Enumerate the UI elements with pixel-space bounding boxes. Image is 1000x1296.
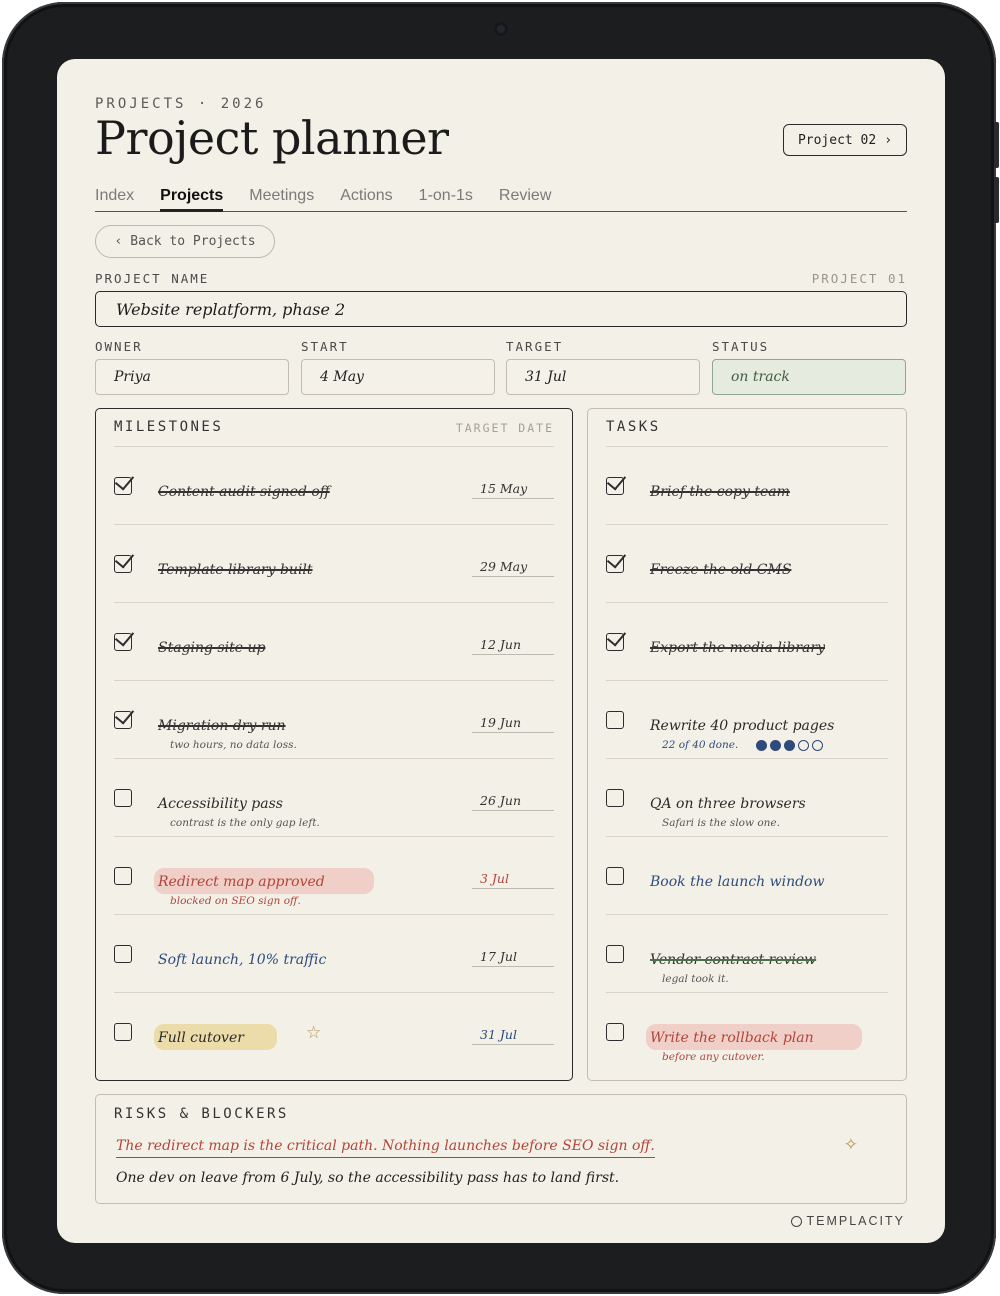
page-kicker: PROJECTS · 2026 [95,96,267,112]
milestone-text: Accessibility pass [158,796,283,812]
milestone-text: Content audit signed off [158,484,330,500]
tab-index[interactable]: Index [95,187,135,204]
project-name-field[interactable]: Website replatform, phase 2 [95,291,907,327]
milestone-date: 3 Jul [472,871,554,889]
milestone-date: 26 Jun [472,793,554,811]
task-text: Write the rollback plan [650,1030,814,1046]
milestone-text: Template library built [158,562,313,578]
milestones-heading: MILESTONES [114,419,224,435]
milestone-checkbox-checked[interactable] [114,711,132,729]
task-text: Export the media library [650,640,826,656]
milestone-checkbox-checked[interactable] [114,477,132,495]
progress-dot [812,740,823,751]
tab-bar [95,185,907,212]
milestone-date: 19 Jun [472,715,554,733]
task-row [606,915,888,993]
task-checkbox-checked[interactable] [606,633,624,651]
progress-dot [798,740,809,751]
milestone-note: two hours, no data loss. [170,739,297,751]
milestone-row [114,603,554,681]
target-date-field[interactable]: 31 Jul [506,359,700,395]
task-row [606,603,888,681]
owner-field[interactable]: Priya [95,359,289,395]
tab-1-on-1s[interactable]: 1-on-1s [418,187,473,204]
progress-dots [756,740,823,751]
task-row [606,837,888,915]
milestone-checkbox-checked[interactable] [114,555,132,573]
milestone-checkbox[interactable] [114,1023,132,1041]
milestone-note: contrast is the only gap left. [170,817,320,829]
milestone-date: 29 May [472,559,554,577]
milestone-row [114,759,554,837]
start-label: START [301,339,349,354]
milestone-date: 15 May [472,481,554,499]
milestone-note: blocked on SEO sign off. [170,895,301,907]
check-icon [115,470,134,490]
tab-meetings[interactable]: Meetings [249,187,315,204]
volume-button [994,122,999,168]
milestone-text: Full cutover [158,1030,244,1046]
owner-label: OWNER [95,339,143,354]
tab-projects[interactable]: Projects [160,185,223,212]
milestone-row [114,915,554,993]
target-label: TARGET [506,339,564,354]
camera [494,22,508,36]
task-row [606,759,888,837]
task-text: Freeze the old CMS [650,562,792,578]
brand-mark-icon [791,1216,802,1227]
task-checkbox[interactable] [606,789,624,807]
milestone-row [114,837,554,915]
project-name-label: PROJECT NAME [95,271,210,286]
milestone-text: Migration dry run [158,718,286,734]
chevron-left-icon: ‹ [114,234,123,249]
task-row [606,447,888,525]
task-text: Brief the copy team [650,484,790,500]
milestone-checkbox-checked[interactable] [114,633,132,651]
task-note: 22 of 40 done. [662,739,739,751]
milestone-date: 17 Jul [472,949,554,967]
project-switch-button[interactable] [783,124,907,156]
task-checkbox[interactable] [606,945,624,963]
status-label: STATUS [712,339,770,354]
tab-review[interactable]: Review [498,187,552,204]
check-icon [115,704,134,724]
risk-line: The redirect map is the critical path. Nothing launches before SEO sign off. [116,1138,655,1158]
check-icon [607,548,626,568]
brand-logo [791,1214,906,1228]
milestone-row [114,525,554,603]
planner-page [57,59,945,1243]
star-icon: ☆ [306,1023,322,1042]
check-icon [607,470,626,490]
back-button-label: Back to Projects [130,234,256,249]
risk-line: One dev on leave from 6 July, so the accessibility pass has to land first. [116,1170,620,1186]
task-text: QA on three browsers [650,796,806,812]
milestone-text: Redirect map approved [158,874,325,890]
milestone-date: 12 Jun [472,637,554,655]
task-row [606,681,888,759]
sparkle-icon: ✧ [843,1135,858,1154]
task-text: Vendor contract review [650,952,817,968]
check-icon [607,626,626,646]
task-text: Book the launch window [650,874,825,890]
milestones-panel [95,408,573,1081]
milestone-date: 31 Jul [472,1027,554,1045]
tasks-panel [587,408,907,1081]
milestone-text: Staging site up [158,640,266,656]
task-checkbox[interactable] [606,711,624,729]
chevron-right-icon: › [884,132,893,148]
project-button-label: Project 02 [797,132,877,148]
task-checkbox-checked[interactable] [606,477,624,495]
task-note: before any cutover. [662,1051,765,1063]
check-icon [115,548,134,568]
progress-dot [770,740,781,751]
progress-dot [756,740,767,751]
task-checkbox[interactable] [606,867,624,885]
task-row [606,525,888,603]
tasks-heading: TASKS [606,419,661,435]
milestone-checkbox[interactable] [114,789,132,807]
risks-panel [95,1094,907,1204]
start-date-field[interactable]: 4 May [301,359,495,395]
back-to-projects-button[interactable] [95,225,275,258]
milestone-row [114,447,554,525]
task-note: Safari is the slow one. [662,817,780,829]
status-field[interactable]: on track [712,359,906,395]
milestone-row [114,993,554,1071]
volume-button [994,177,999,223]
milestone-checkbox[interactable] [114,945,132,963]
brand-name: TEMPLACITY [806,1214,905,1228]
milestone-row [114,681,554,759]
tablet-frame [2,2,996,1294]
task-row [606,993,888,1071]
milestone-checkbox[interactable] [114,867,132,885]
project-number-label: PROJECT 01 [811,271,907,286]
task-checkbox-checked[interactable] [606,555,624,573]
task-text: Rewrite 40 product pages [650,718,835,734]
progress-dot [784,740,795,751]
page-title: Project planner [95,111,449,165]
tab-actions[interactable]: Actions [340,187,393,204]
task-checkbox[interactable] [606,1023,624,1041]
risks-heading: RISKS & BLOCKERS [114,1106,289,1122]
check-icon [115,626,134,646]
milestone-text: Soft launch, 10% traffic [158,952,327,968]
task-note: legal took it. [662,973,729,985]
target-date-heading: TARGET DATE [455,421,554,435]
